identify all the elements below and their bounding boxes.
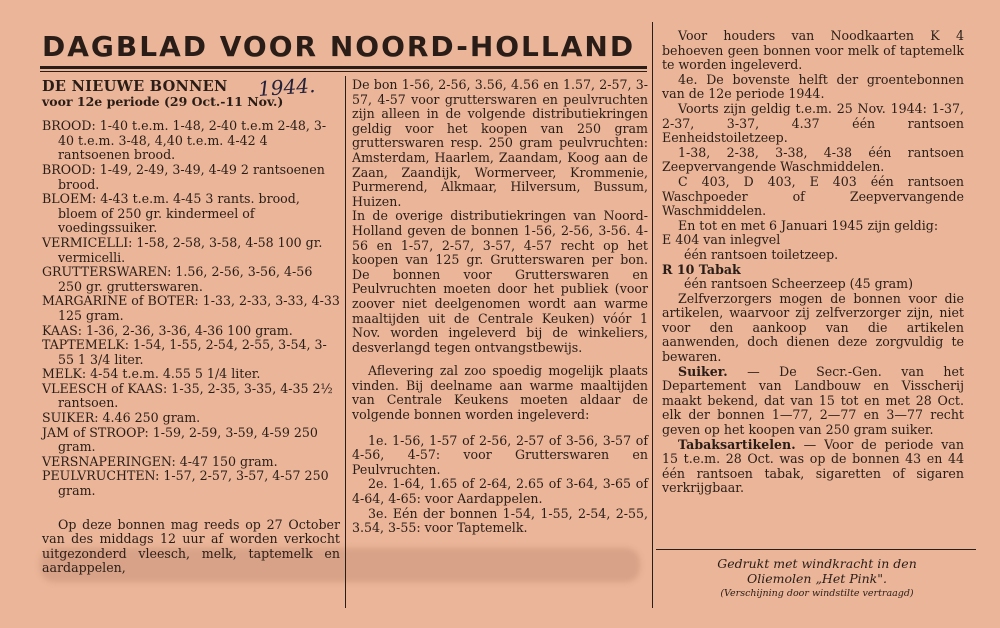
ration-item: SUIKER: 4.46 250 gram. [42, 410, 201, 426]
footer-line: Gedrukt met windkracht in den [717, 556, 917, 571]
column-1 [42, 80, 340, 576]
ration-item: VERMICELLI: 1-58, 2-58, 3-58, 4-58 100 gr. vermicelli. [42, 234, 323, 265]
column-3 [662, 29, 964, 496]
ration-item: VERSNAPERINGEN: 4-47 150 gram. [42, 453, 278, 469]
paragraph-lead: Tabaksartikelen. [678, 436, 796, 452]
ration-item: MARGARINE of BOTER: 1-33, 2-33, 3-33, 4-33 125 gram. [42, 293, 340, 323]
paragraph: 3e. Eén der bonnen 1-54, 1-55, 2-54, 2-55, 3.54, 3-55: voor Taptemelk. [352, 505, 648, 536]
paragraph: E 404 van inlegvel [662, 232, 781, 248]
paragraph: R 10 Tabak [662, 261, 741, 277]
ration-item: VLEESCH of KAAS: 1-35, 2-35, 3-35, 4-35 2½ rantsoen. [42, 380, 333, 411]
period-subtitle: voor 12e periode (29 Oct.-11 Nov.) [42, 93, 284, 109]
paragraph: 1e. 1-56, 1-57 of 2-56, 2-57 of 3-56, 3-57 of 4-56, 4-57: voor Grutterswaren en Peulvruchten. [352, 432, 648, 477]
ration-item: BLOEM: 4-43 t.e.m. 4-45 3 rants. brood, bloem of 250 gr. kindermeel of voedingssuiker. [42, 191, 300, 236]
paragraph: En tot en met 6 Januari 1945 zijn geldig: [678, 217, 939, 233]
paragraph [662, 438, 964, 496]
ration-item: GRUTTERSWAREN: 1.56, 2-56, 3-56, 4-56 250 gr. grutterswaren. [42, 264, 313, 294]
paragraph-body: — Voor de periode van 15 t.e.m. 28 Oct. was op de bonnen 43 en 44 één rantsoen tabak, sigaretten of sigaren verkrijgbaar. [662, 436, 964, 496]
closing-paragraph: Op deze bonnen mag reeds op 27 October van des middags 12 uur af worden verkocht uitgezonderd vleesch, melk, taptemelk en aardappelen, [42, 516, 340, 576]
footer-line-small: (Verschijning door windstilte vertraagd) [720, 588, 914, 599]
paragraph: C 403, D 403, E 403 één rantsoen Waschpoeder of Zeepvervangende Waschmiddelen. [662, 173, 964, 219]
masthead-rule [40, 66, 647, 69]
paragraph [662, 365, 964, 438]
paragraph: één rantsoen toiletzeep. [684, 246, 839, 262]
paragraph: De bon 1-56, 2-56, 3.56, 4.56 en 1.57, 2-57, 3-57, 4-57 voor grutterswaren en peulvruchten zijn alleen in de volgende distributiekringen geldig voor het koopen van 250 gram grutterswaren resp. 250 gram peulvruchten: Amsterdam, Haarlem, Zaandam, Koog aan de Zaan, Zaandijk, Wormerveer, Krommenie, Purmerend, Alkmaar, Hilversum, Bussum, Huizen. [352, 77, 648, 209]
paragraph: 2e. 1-64, 1.65 of 2-64, 2.65 of 3-64, 3-65 of 4-64, 4-65: voor Aardappelen. [352, 476, 648, 507]
ration-item: PEULVRUCHTEN: 1-57, 2-57, 3-57, 4-57 250 gram. [42, 468, 329, 499]
paragraph-lead: Suiker. [678, 363, 728, 379]
ration-item: BROOD: 1-49, 2-49, 3-49, 4-49 2 rantsoenen brood. [42, 161, 325, 192]
column-2 [352, 78, 648, 536]
ration-item: KAAS: 1-36, 2-36, 3-36, 4-36 100 gram. [42, 322, 293, 338]
paragraph-body: — De Secr.-Gen. van het Departement van Landbouw en Visscherij maakt bekend, dat van 15 tot en met 28 Oct. elk der bonnen 1—77, 2—77 en 3—77 recht geven op het koopen van 250 gram suiker. [662, 363, 965, 438]
column-divider-right [652, 22, 653, 608]
column-divider-left [345, 76, 346, 608]
handwritten-year: 1944. [257, 73, 317, 101]
footer-rule [656, 549, 976, 550]
paragraph: Voor houders van Noodkaarten K 4 behoeven geen bonnen voor melk of taptemelk te worden ingeleverd. [662, 28, 964, 73]
ration-item: JAM of STROOP: 1-59, 2-59, 3-59, 4-59 250 gram. [42, 424, 318, 455]
section-title: DE NIEUWE BONNEN [42, 78, 228, 95]
masthead: DAGBLAD VOOR NOORD-HOLLAND [42, 30, 636, 63]
paragraph: In de overige distributiekringen van Noord-Holland geven de bonnen 1-56, 2-56, 3-56. 4-56 en 1-57, 2-57, 3-57, 4-57 recht op het koopen van 125 gr. Grutterswaren per bon. De bonnen voor Grutterswaren en Peulvruchten moeten door het publiek (voor zoover niet deelgenomen wordt aan warme maaltijden uit de Centrale Keuken) vóór 1 Nov. worden ingeleverd bij de winkeliers, desverlangd tegen ontvangstbewijs. [352, 208, 648, 355]
paragraph: Zelfverzorgers mogen de bonnen voor die artikelen, waarvoor zij zelfverzorger zijn, niet voor den aankoop van die artikelen aanwenden, doch dienen deze zorgvuldig te bewaren. [662, 290, 964, 365]
paragraph: 1-38, 2-38, 3-38, 4-38 één rantsoen Zeepvervangende Waschmiddelen. [662, 144, 964, 175]
ration-item: TAPTEMELK: 1-54, 1-55, 2-54, 2-55, 3-54, 3-55 1 3/4 liter. [42, 337, 327, 367]
paragraph: Voorts zijn geldig t.e.m. 25 Nov. 1944: 1-37, 2-37, 3-37, 4.37 één rantsoen Eenheidstoiletzeep. [662, 100, 964, 146]
masthead-rule-thin [40, 71, 647, 72]
footer-line: Oliemolen „Het Pink". [747, 571, 887, 586]
paragraph: 4e. De bovenste helft der groentebonnen van de 12e periode 1944. [662, 71, 964, 102]
footer-note [657, 556, 977, 601]
paragraph: Aflevering zal zoo spoedig mogelijk plaats vinden. Bij deelname aan warme maaltijden van Centrale Keukens moeten aldaar de volgende bonnen worden ingeleverd: [352, 363, 648, 423]
paragraph: één rantsoen Scheerzeep (45 gram) [684, 276, 914, 292]
ration-item: MELK: 4-54 t.e.m. 4.55 5 1/4 liter. [42, 366, 261, 382]
ration-item: BROOD: 1-40 t.e.m. 1-48, 2-40 t.e.m 2-48, 3-40 t.e.m. 3-48, 4,40 t.e.m. 4-42 4 rantsoenen brood. [42, 118, 327, 163]
